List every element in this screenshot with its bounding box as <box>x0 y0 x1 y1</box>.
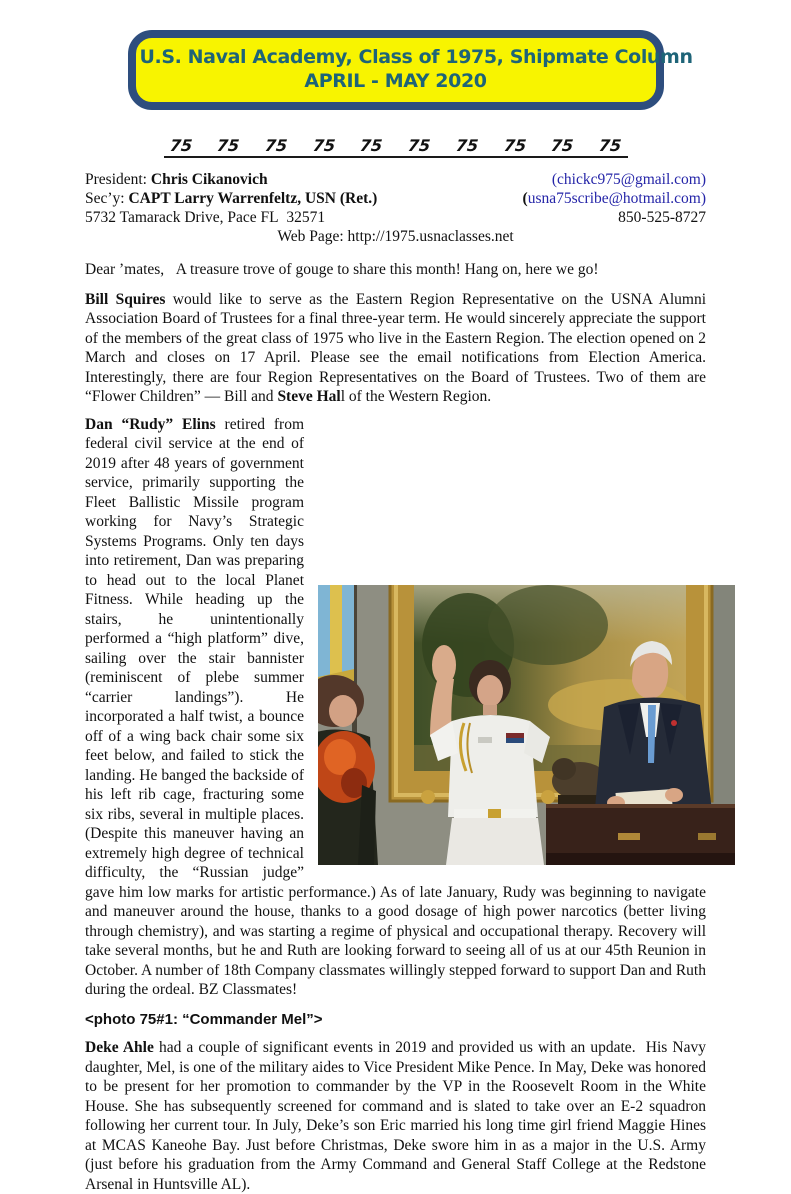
class-75-logo: 75 <box>216 136 241 155</box>
president-email-link[interactable]: (chickc975@gmail.com) <box>551 171 706 188</box>
secretary-address: 5732 Tamarack Drive, Pace FL 32571 <box>85 209 326 226</box>
paragraph-rudy-elins: Dan “Rudy” Elins retired from federal civil service at the end of 2019 after 48 years of government service, primarily supporting the Fleet Ballistic Missile program working for Navy’s Strategic Systems Programs. Only ten days into retirement, Dan was preparing to head out to the local Planet Fitness. While heading up the stairs, he unintentionally performed a “high platform” dive, sailing over the stair bannister (reminiscent of plebe summer “carrier landings”). He incorporated a half twist, a bounce off of a wing back chair some six feet below, and failed to stick the landing. He banged the backside of his left rib cage, fracturing some six ribs, several in multiple places. (Despite this maneuver having an extremely high degree of technical difficulty, the “Russian judge” gave him low marks for artistic performance.) As of late January, Rudy was beginning to navigate and maneuver around the house, thanks to a good dosage of high power narcotics (better living through chemistry), and was starting a regime of physical and occupational therapy. Recovery will take several months, but he and Ruth are looking forward to seeing all of us at our 45th Reunion in October. A number of 18th Company classmates willingly stepped forward to support Dan and Ruth during the ordeal. BZ Classmates! <box>85 415 706 998</box>
newsletter-page <box>0 30 791 1194</box>
photo-caption: <photo 75#1: “Commander Mel”> <box>85 1010 323 1028</box>
masthead-banner <box>128 30 693 110</box>
class-75-logo: 75 <box>454 136 480 155</box>
masthead <box>85 30 706 110</box>
contact-block <box>85 170 706 246</box>
ceremony-photo-illustration <box>318 585 735 865</box>
newsletter-issue-date: APRIL - MAY 2020 <box>304 70 487 92</box>
class-75-logo: 75 <box>263 136 289 155</box>
secretary-phone: 850-525-8727 <box>618 209 706 226</box>
class-75-logo: 75 <box>359 136 384 155</box>
class-75-logo-row <box>164 136 628 158</box>
class-75-logo: 75 <box>550 136 575 155</box>
class-75-logo: 75 <box>502 136 527 155</box>
greeting-line: Dear ’mates, A treasure trove of gouge to share this month! Hang on, here we go! <box>85 261 599 278</box>
paragraph-bill-squires: Bill Squires would like to serve as the Eastern Region Representative on the USNA Alumni Association Board of Trustees for a final three-year term. He would sincerely appreciate the support of the members of the great class of 1975 who live in the Eastern Region. The election opened on 2 March and closes on 17 April. Please see the email notifications from Election America. Interestingly, there are four Region Representatives on the Board of Trustees. Two of them are “Flower Children” — Bill and Steve Hall of the Western Region. <box>85 290 706 405</box>
president-line: President: Chris Cikanovich <box>85 171 268 188</box>
webpage-link[interactable]: Web Page: http://1975.usnaclasses.net <box>277 228 514 245</box>
secretary-email-link[interactable]: (usna75scribe@hotmail.com) <box>522 190 706 207</box>
class-75-logo: 75 <box>311 136 336 155</box>
photo-commander-mel <box>318 585 735 865</box>
paragraph-deke-ahle: Deke Ahle had a couple of significant events in 2019 and provided us with an update. His Navy daughter, Mel, is one of the military aides to Vice President Mike Pence. In May, Deke was honored to be present for her promotion to commander by the VP in the Roosevelt Room in the White House. She has subsequently screened for command and is slated to take over an E-2 squadron following her current tour. In July, Deke’s son Eric married his long time girl friend Maggie Hines at MCAS Kaneohe Bay. Just before Christmas, Deke swore him in as a major in the U.S. Army (just before his graduation from the Army Command and General Staff College at the Redstone Arsenal in Huntsville AL). <box>85 1039 706 1193</box>
class-75-logo: 75 <box>407 136 432 155</box>
class-75-logo: 75 <box>168 136 193 155</box>
newsletter-body <box>85 260 706 1194</box>
secretary-line: Sec’y: CAPT Larry Warrenfeltz, USN (Ret.) <box>85 190 378 207</box>
class-75-logo: 75 <box>598 136 623 155</box>
newsletter-title: U.S. Naval Academy, Class of 1975, Shipmate Column <box>139 46 693 68</box>
